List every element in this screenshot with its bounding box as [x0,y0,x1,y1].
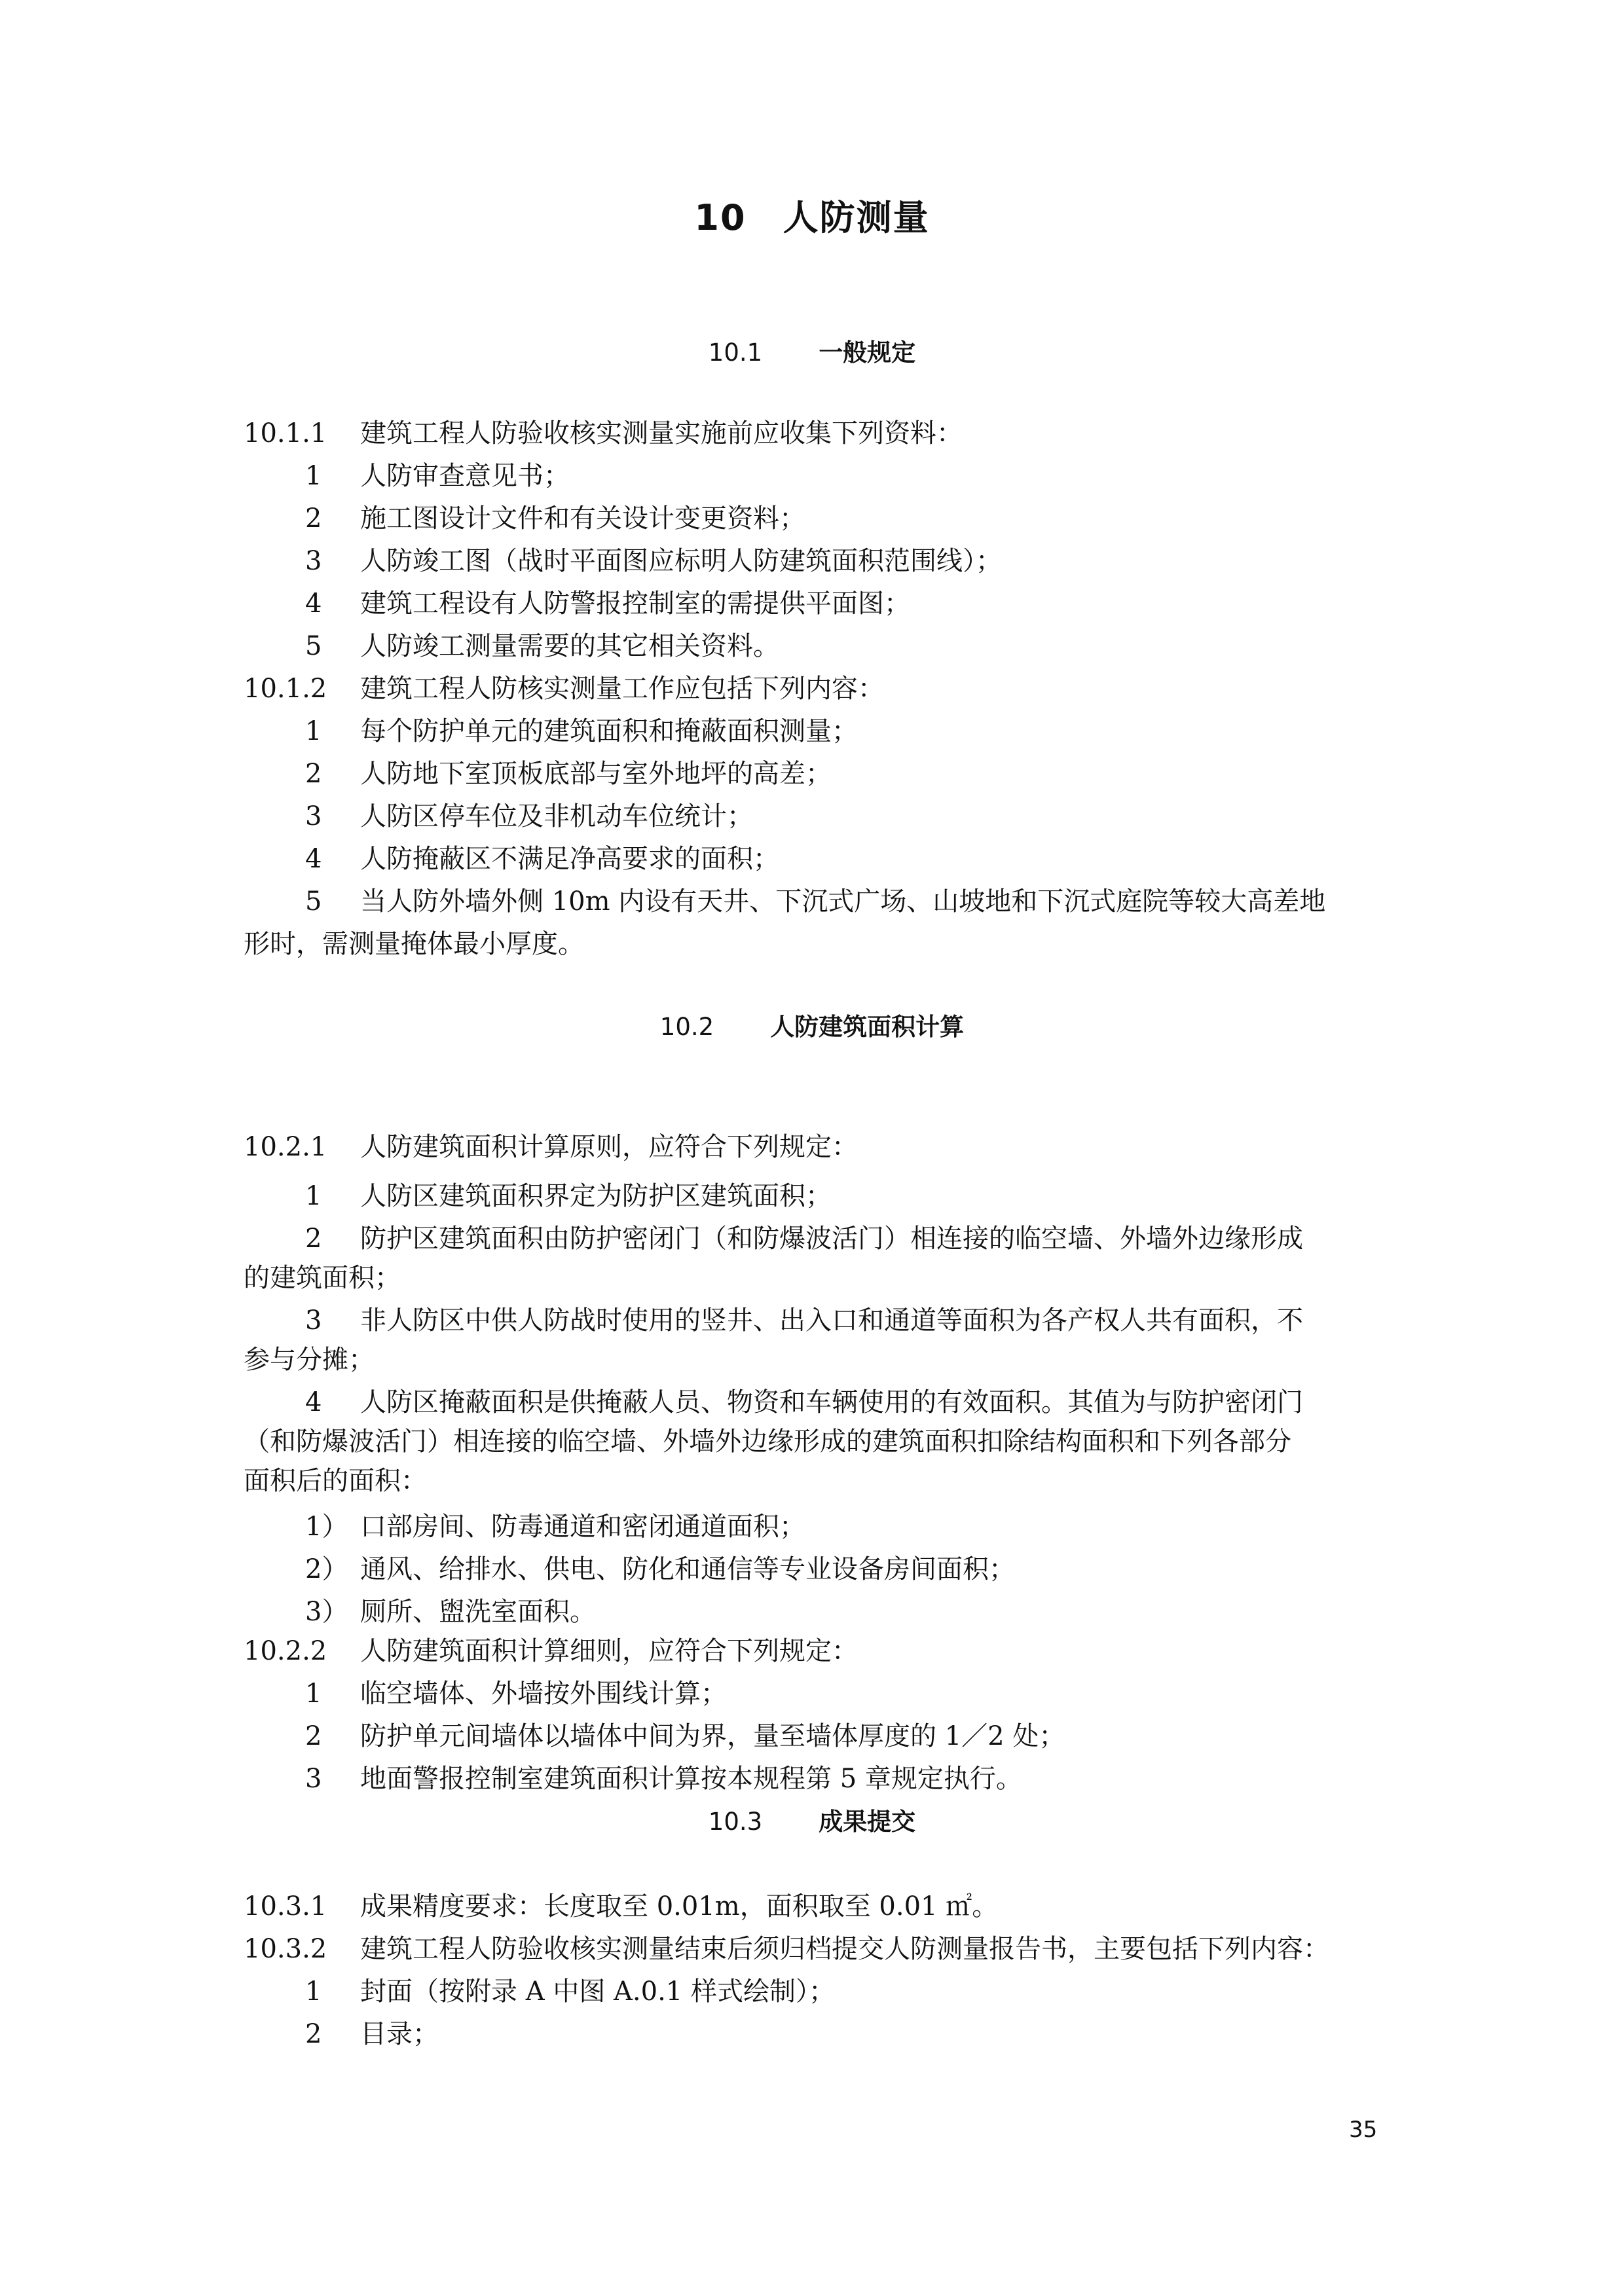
clause-10-2-2 [244,1637,858,1666]
section-number: 10.3 [708,1808,763,1836]
chapter-number: 10 [694,197,747,238]
page-number: 35 [1349,2117,1378,2143]
section-number: 10.1 [708,338,763,367]
list-item-continuation: 的建筑面积； [244,1263,401,1293]
section-title-10-3 [0,1802,1624,1837]
clause-number: 10.1.2 [244,674,327,704]
list-item: 3 人防竣工图（战时平面图应标明人防建筑面积范围线）； [305,546,1002,576]
chapter-title-text: 人防测量 [783,197,930,238]
chapter-title [0,190,1624,240]
clause-number: 10.2.1 [244,1132,327,1162]
list-item: 4 人防区掩蔽面积是供掩蔽人员、物资和车辆使用的有效面积。其值为与防护密闭门 [305,1387,1303,1417]
clause-10-3-2 [244,1935,1329,1963]
list-item: 1 封面（按附录 A 中图 A.0.1 样式绘制）； [305,1977,835,2007]
sub-list-item: 1） 口部房间、防毒通道和密闭通道面积； [305,1512,805,1542]
list-item: 1 人防审查意见书； [305,461,570,491]
clause-10-3-1 [244,1892,998,1921]
list-item: 2 防护单元间墙体以墙体中间为界，量至墙体厚度的 1／2 处； [305,1721,1065,1751]
list-item-continuation: 参与分摊； [244,1345,375,1375]
section-title-10-2 [0,1007,1624,1042]
clause-10-1-2 [244,674,884,703]
clause-10-1-1 [244,419,963,448]
list-item: 5 人防竣工测量需要的其它相关资料。 [305,631,779,661]
section-number: 10.2 [659,1013,714,1041]
clause-number: 10.2.2 [244,1636,327,1666]
list-item: 2 目录； [305,2019,439,2049]
clause-text: 成果精度要求：长度取至 0.01m，面积取至 0.01 ㎡。 [360,1891,999,1922]
section-title-text: 人防建筑面积计算 [770,1013,965,1041]
list-item-continuation: 面积后的面积： [244,1466,427,1496]
clause-text: 建筑工程人防核实测量工作应包括下列内容： [360,674,884,704]
list-item: 3 人防区停车位及非机动车位统计； [305,801,753,831]
list-item: 1 人防区建筑面积界定为防护区建筑面积； [305,1181,832,1211]
clause-text: 人防建筑面积计算原则，应符合下列规定： [360,1132,858,1162]
list-item: 4 人防掩蔽区不满足净高要求的面积； [305,844,779,874]
list-item: 2 防护区建筑面积由防护密闭门（和防爆波活门）相连接的临空墙、外墙外边缘形成 [305,1224,1303,1254]
clause-text: 人防建筑面积计算细则，应符合下列规定： [360,1636,858,1666]
list-item: 2 人防地下室顶板底部与室外地坪的高差； [305,759,832,789]
section-title-text: 成果提交 [819,1808,916,1836]
list-item: 2 施工图设计文件和有关设计变更资料； [305,503,805,534]
list-item: 1 每个防护单元的建筑面积和掩蔽面积测量； [305,716,858,746]
clause-number: 10.3.1 [244,1891,327,1922]
section-title-text: 一般规定 [819,338,916,367]
list-item-continuation: 形时，需测量掩体最小厚度。 [244,929,584,959]
list-item-continuation: （和防爆波活门）相连接的临空墙、外墙外边缘形成的建筑面积扣除结构面积和下列各部分 [244,1427,1291,1457]
clause-number: 10.1.1 [244,418,327,448]
list-item: 4 建筑工程设有人防警报控制室的需提供平面图； [305,589,910,619]
list-item: 1 临空墙体、外墙按外围线计算； [305,1679,727,1709]
clause-text: 建筑工程人防验收核实测量结束后须归档提交人防测量报告书，主要包括下列内容： [360,1934,1329,1964]
clause-number: 10.3.2 [244,1934,327,1964]
clause-text: 建筑工程人防验收核实测量实施前应收集下列资料： [360,418,963,448]
list-item: 3 地面警报控制室建筑面积计算按本规程第 5 章规定执行。 [305,1764,1022,1794]
list-item: 5 当人防外墙外侧 10m 内设有天井、下沉式广场、山坡地和下沉式庭院等较大高差地 [305,886,1326,917]
clause-10-2-1 [244,1133,858,1161]
sub-list-item: 2） 通风、给排水、供电、防化和通信等专业设备房间面积； [305,1554,1015,1584]
sub-list-item: 3） 厕所、盥洗室面积。 [305,1597,596,1627]
list-item: 3 非人防区中供人防战时使用的竖井、出入口和通道等面积为各产权人共有面积，不 [305,1305,1303,1336]
section-title-10-1 [0,333,1624,368]
